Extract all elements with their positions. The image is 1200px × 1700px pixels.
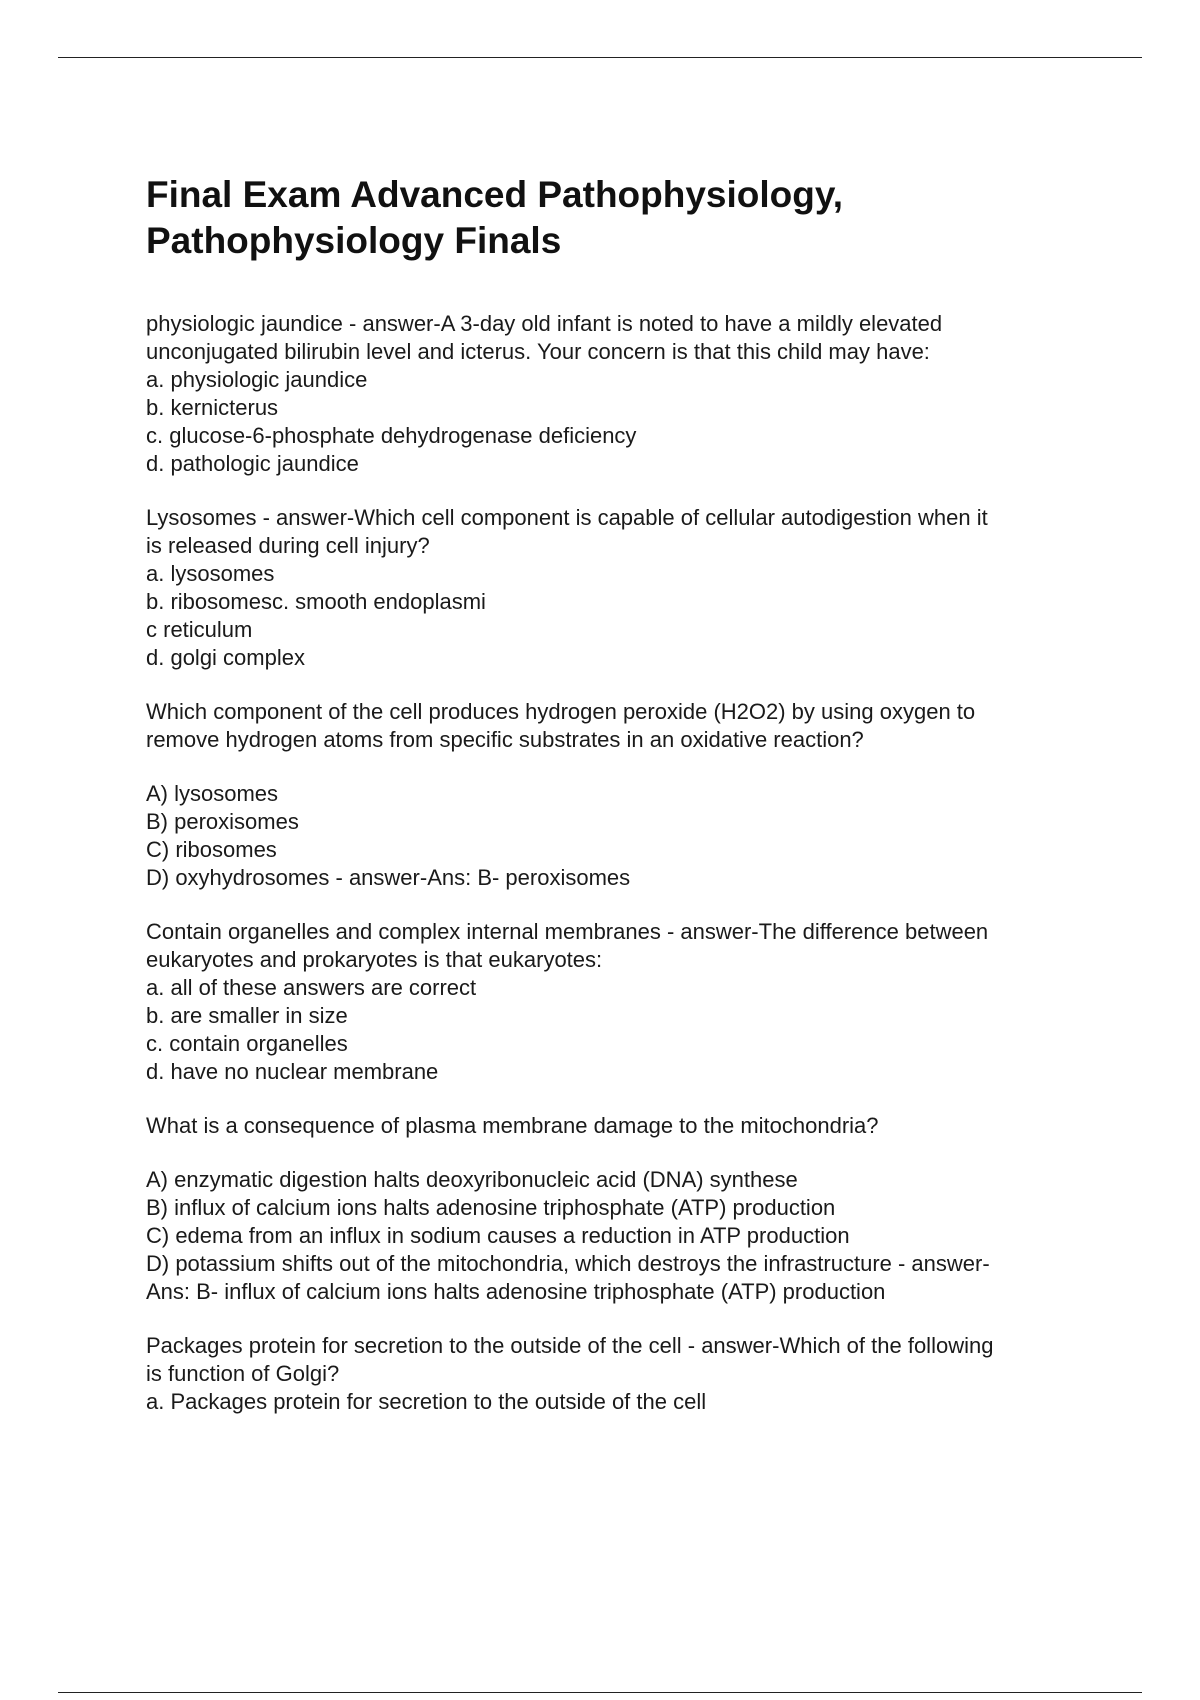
text-line: a. all of these answers are correct bbox=[146, 975, 477, 1000]
text-line: b. kernicterus bbox=[146, 395, 279, 420]
text-line: c reticulum bbox=[146, 617, 253, 642]
question-list bbox=[146, 310, 1086, 1416]
text-line: b. ribosomesc. smooth endoplasmi bbox=[146, 589, 486, 614]
bottom-rule bbox=[58, 1692, 1142, 1693]
page-content bbox=[146, 172, 1086, 1442]
text-line: d. pathologic jaundice bbox=[146, 451, 359, 476]
text-line: Ans: B- influx of calcium ions halts adenosine triphosphate (ATP) production bbox=[146, 1279, 886, 1304]
blank-line bbox=[146, 754, 1086, 780]
text-line: Which component of the cell produces hydrogen peroxide (H2O2) by using oxygen to bbox=[146, 699, 976, 724]
text-line: c. contain organelles bbox=[146, 1031, 348, 1056]
text-line: A) enzymatic digestion halts deoxyribonucleic acid (DNA) synthese bbox=[146, 1167, 798, 1192]
text-line: D) potassium shifts out of the mitochondria, which destroys the infrastructure - answer- bbox=[146, 1251, 990, 1276]
text-line: a. lysosomes bbox=[146, 561, 275, 586]
top-rule bbox=[58, 57, 1142, 58]
blank-line bbox=[146, 1140, 1086, 1166]
text-line: C) ribosomes bbox=[146, 837, 277, 862]
document-title bbox=[146, 172, 1086, 264]
text-line: remove hydrogen atoms from specific substrates in an oxidative reaction? bbox=[146, 727, 864, 752]
text-line: is function of Golgi? bbox=[146, 1361, 340, 1386]
question-block bbox=[146, 918, 1086, 1086]
question-block bbox=[146, 1112, 1086, 1306]
text-line: physiologic jaundice - answer-A 3-day old infant is noted to have a mildly elevated bbox=[146, 311, 943, 336]
question-block bbox=[146, 310, 1086, 478]
question-block bbox=[146, 504, 1086, 672]
text-line: eukaryotes and prokaryotes is that eukaryotes: bbox=[146, 947, 603, 972]
text-line: a. physiologic jaundice bbox=[146, 367, 368, 392]
text-line: is released during cell injury? bbox=[146, 533, 430, 558]
text-line: d. golgi complex bbox=[146, 645, 305, 670]
text-line: D) oxyhydrosomes - answer-Ans: B- peroxisomes bbox=[146, 865, 631, 890]
text-line: C) edema from an influx in sodium causes a reduction in ATP production bbox=[146, 1223, 850, 1248]
question-block bbox=[146, 698, 1086, 892]
text-line: Contain organelles and complex internal membranes - answer-The difference between bbox=[146, 919, 989, 944]
text-line: Lysosomes - answer-Which cell component is capable of cellular autodigestion when it bbox=[146, 505, 988, 530]
text-line: B) peroxisomes bbox=[146, 809, 299, 834]
title-line-1: Final Exam Advanced Pathophysiology, bbox=[146, 174, 843, 215]
text-line: b. are smaller in size bbox=[146, 1003, 348, 1028]
text-line: B) influx of calcium ions halts adenosine triphosphate (ATP) production bbox=[146, 1195, 836, 1220]
text-line: c. glucose-6-phosphate dehydrogenase deficiency bbox=[146, 423, 637, 448]
question-block bbox=[146, 1332, 1086, 1416]
text-line: a. Packages protein for secretion to the outside of the cell bbox=[146, 1389, 707, 1414]
text-line: Packages protein for secretion to the outside of the cell - answer-Which of the following bbox=[146, 1333, 994, 1358]
text-line: d. have no nuclear membrane bbox=[146, 1059, 439, 1084]
text-line: unconjugated bilirubin level and icterus. Your concern is that this child may have: bbox=[146, 339, 930, 364]
text-line: A) lysosomes bbox=[146, 781, 279, 806]
title-line-2: Pathophysiology Finals bbox=[146, 220, 562, 261]
text-line: What is a consequence of plasma membrane damage to the mitochondria? bbox=[146, 1113, 879, 1138]
